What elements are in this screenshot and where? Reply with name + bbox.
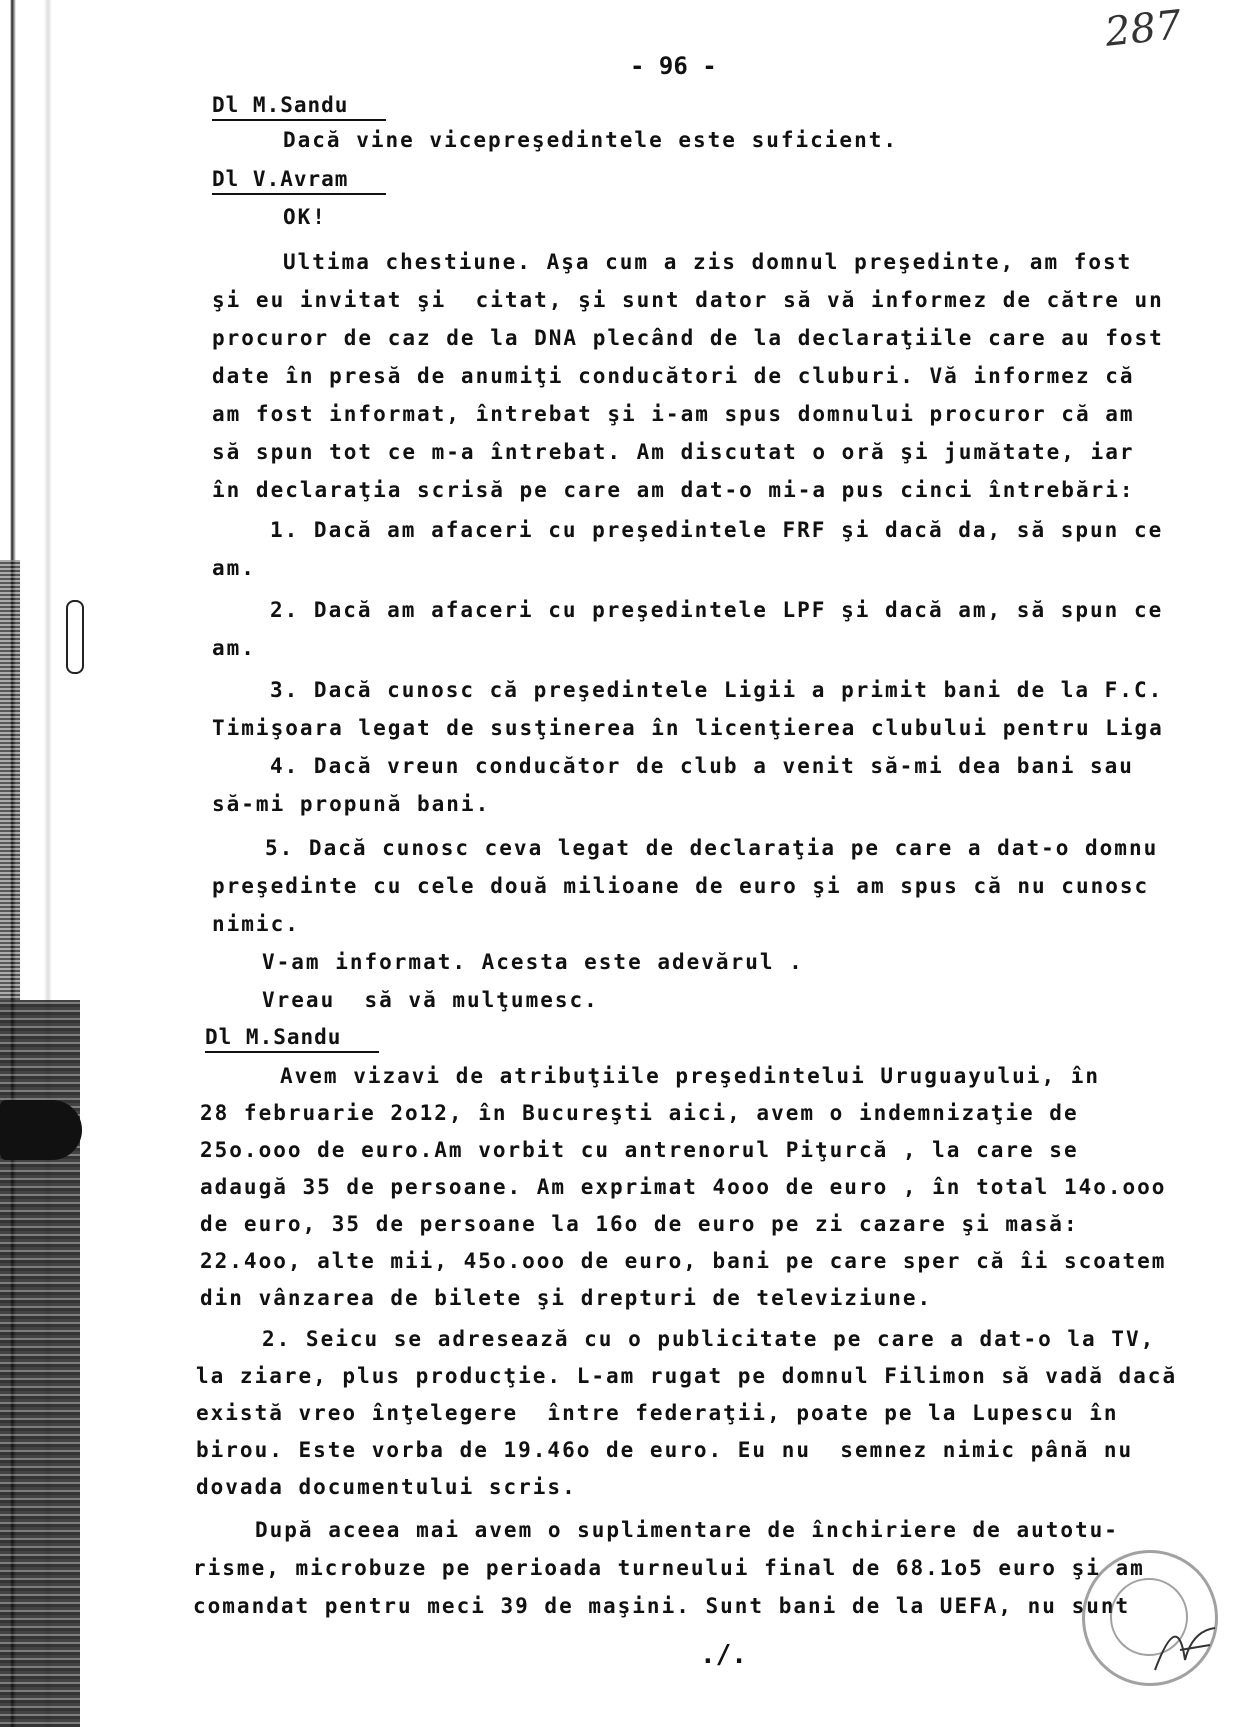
text-line: 25o.ooo de euro.Am vorbit cu antrenorul Piţurcă , la care se [200, 1138, 1079, 1162]
text-line: adaugă 35 de persoane. Am exprimat 4ooo de euro , în total 14o.ooo [200, 1175, 1167, 1199]
text-line: Timişoara legat de susţinerea în licenţierea clubului pentru Liga [212, 716, 1164, 740]
text-line: Avem vizavi de atribuţiile preşedintelui Uruguayului, în [280, 1064, 1101, 1088]
text-line: am. [212, 556, 256, 580]
text-line: la ziare, plus producţie. L-am rugat pe domnul Filimon să vadă dacă [196, 1364, 1178, 1388]
binding-shadow [0, 560, 20, 1000]
text-line: dovada documentului scris. [196, 1475, 577, 1499]
text-line: în declaraţia scrisă pe care am dat-o mi-a pus cinci întrebări: [212, 478, 1135, 502]
list-item: 2. Dacă am afaceri cu preşedintele LPF şi dacă am, să spun ce [270, 598, 1164, 622]
signature-icon [1150, 1620, 1220, 1680]
speaker-heading: Dl M.Sandu [205, 1025, 379, 1053]
list-item: 3. Dacă cunosc că preşedintele Ligii a primit bani de la F.C. [270, 678, 1164, 702]
page-number: - 96 - [630, 52, 717, 80]
text-line: 22.4oo, alte mii, 45o.ooo de euro, bani pe care sper că îi scoatem [200, 1249, 1167, 1273]
text-line: OK! [283, 205, 327, 229]
text-line: preşedinte cu cele două milioane de euro şi am spus că nu cunosc [212, 874, 1150, 898]
text-line: am fost informat, întrebat şi i-am spus domnului procuror că am [212, 402, 1135, 426]
text-line: din vânzarea de bilete şi drepturi de televiziune. [200, 1286, 933, 1310]
text-line: procuror de caz de la DNA plecând de la declaraţiile care au fost [212, 326, 1164, 350]
text-line: Ultima chestiune. Aşa cum a zis domnul preşedinte, am fost [283, 250, 1133, 274]
text-line: să spun tot ce m-a întrebat. Am discutat o oră şi jumătate, iar [212, 440, 1135, 464]
list-item: 5. Dacă cunosc ceva legat de declaraţia pe care a dat-o domnu [265, 836, 1159, 860]
text-line: date în presă de anumiţi conducători de cluburi. Vă informez că [212, 364, 1135, 388]
handwritten-folio-number: 287 [1102, 2, 1184, 56]
speaker-heading: Dl M.Sandu [212, 93, 386, 121]
text-line: am. [212, 636, 256, 660]
list-item: 4. Dacă vreun conducător de club a venit să-mi dea bani sau [270, 754, 1134, 778]
text-line: Vreau să vă mulţumesc. [262, 988, 599, 1012]
binding-clip-blob [0, 1100, 82, 1160]
text-line: birou. Este vorba de 19.46o de euro. Eu nu semnez nimic până nu [196, 1438, 1134, 1462]
text-line: risme, microbuze pe perioada turneului final de 68.1o5 euro şi am [193, 1556, 1145, 1580]
text-line: de euro, 35 de persoane la 16o de euro pe zi cazare şi masă: [200, 1212, 1079, 1236]
text-line: 2. Seicu se adresează cu o publicitate pe care a dat-o la TV, [262, 1327, 1156, 1351]
continuation-mark: ./. [700, 1640, 747, 1670]
text-line: Dacă vine vicepreşedintele este suficient. [283, 128, 899, 152]
text-line: şi eu invitat şi citat, şi sunt dator să vă informez de către un [212, 288, 1164, 312]
text-line: După aceea mai avem o suplimentare de închiriere de autotu- [255, 1518, 1119, 1542]
text-line: comandat pentru meci 39 de maşini. Sunt bani de la UEFA, nu sunt [193, 1594, 1131, 1618]
text-line: să-mi propună bani. [212, 792, 491, 816]
paper-clip-icon [66, 600, 84, 674]
text-line: există vreo înţelegere între federaţii, poate pe la Lupescu în [196, 1401, 1119, 1425]
list-item: 1. Dacă am afaceri cu preşedintele FRF şi dacă da, să spun ce [270, 518, 1164, 542]
text-line: nimic. [212, 912, 300, 936]
text-line: 28 februarie 2o12, în Bucureşti aici, avem o indemnizaţie de [200, 1101, 1079, 1125]
speaker-heading: Dl V.Avram [212, 167, 386, 195]
text-line: V-am informat. Acesta este adevărul . [262, 950, 804, 974]
